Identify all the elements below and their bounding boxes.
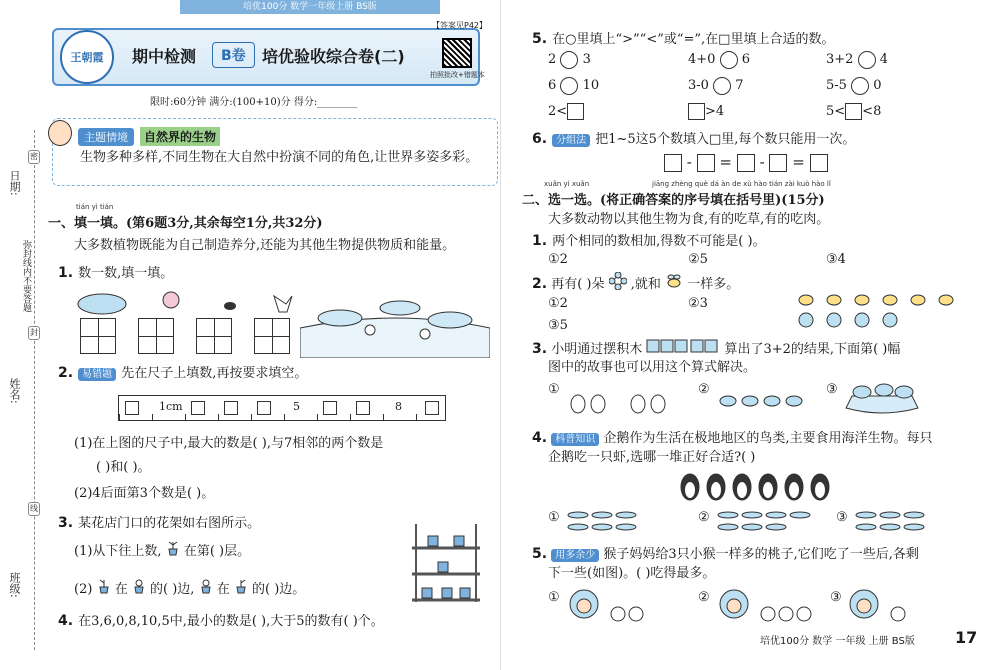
q2-5-opt2[interactable]: ② [698,590,710,605]
question-tag: 分组法 [552,134,590,147]
paper-badge: B卷 [212,42,255,68]
question-number: 4. [58,613,74,629]
question-text: 先在尺子上填数,再按要求填空。 [121,366,308,381]
answer-square[interactable] [845,103,862,120]
class-label: 班级: [8,572,21,598]
compare-row-1b: 4+0 6 [688,52,750,67]
question-text: 在○里填上“>”“<”或“=”,在□里填上合适的数。 [552,32,835,47]
potted-plant-icon [97,578,111,601]
compare-row-3: 2< [548,102,584,122]
section1-intro: 大多数植物既能为自己制造养分,还能为其他生物提供物质和能量。 [74,238,456,253]
q2-3: 3. 小明通过摆积木 算出了3+2的结果,下面第( )幅 [532,338,900,361]
brand-logo: 王朝霞 [60,30,114,84]
q2-1-opt2[interactable]: ②5 [688,252,708,267]
q1-1 [58,262,173,284]
q2-1-opt3[interactable]: ③4 [826,252,846,267]
q1-2-sub1: (1)在上图的尺子中,最大的数是( ),与7相邻的两个数是 [74,436,384,451]
q2-3-opt3[interactable]: ③ [826,382,838,397]
exam-title: 期中检测 [132,47,197,66]
fish-basket-art [842,382,922,416]
ruler-label-8: 8 [395,400,402,413]
section1-title: 一、填一填。(第6题3分,其余每空1分,共32分) [48,216,323,231]
potted-plant-icon [166,540,180,563]
ruler [118,395,446,421]
question-text: 两个相同的数相加,得数不可能是( )。 [552,234,766,249]
q2-3-opt2[interactable]: ② [698,382,710,397]
answer-square[interactable] [697,154,715,172]
flower-shelf-art [408,524,484,602]
question-number: 6. [532,131,548,147]
q1-3-sub2: (2) 在 的( )边, 在 的( )边。 [74,578,305,601]
compare-circle[interactable] [720,51,738,69]
question-tag: 用多余少 [551,549,599,562]
compare-circle[interactable] [713,77,731,95]
q5 [532,28,834,50]
shrimp-pile-2-art [716,508,826,534]
bees-and-flowers-art [796,290,966,330]
question-text: 某花店门口的花架如右图所示。 [78,516,261,531]
answer-square[interactable] [567,103,584,120]
monkey-peaches-3-art [846,584,926,624]
answer-square[interactable] [688,103,705,120]
q1-2-sub2: (2)4后面第3个数是( )。 [74,486,215,501]
q1-organisms-art [74,284,304,320]
seal-tag-mi: 密 [28,150,40,164]
q2-1 [532,230,766,252]
q2-3-opt1[interactable]: ① [548,382,560,397]
seal-line [34,130,35,650]
compare-circle[interactable] [560,51,578,69]
ruler-box[interactable] [224,401,238,415]
exam-subtitle: 培优验收综合卷(二) [262,47,405,66]
ruler-box[interactable] [356,401,370,415]
compare-row-2b: 3-0 7 [688,78,744,93]
theme-text: 生物多种多样,不同生物在大自然中扮演不同的角色,让世界多姿多彩。 [80,150,479,165]
flower-icon [609,272,627,297]
q2-5-opt1[interactable]: ① [548,590,560,605]
compare-circle[interactable] [560,77,578,95]
top-strip: 培优100分 数学一年级上册 BS版 [180,0,440,14]
q6-equation: - = - = [664,152,828,172]
answer-square[interactable] [664,154,682,172]
compare-row-1c: 3+2 4 [826,52,888,67]
page-fold [500,0,501,670]
monkey-peaches-1-art [566,584,666,624]
question-text: 数一数,填一填。 [78,266,174,281]
ruler-label-5: 5 [293,400,300,413]
question-tag: 科普知识 [551,433,599,446]
q1-3-sub1: (1)从下往上数, 在第( )层。 [74,540,250,563]
answer-reference: 【答案见P42】 [432,21,488,30]
q2-4-opt2[interactable]: ② [698,510,710,525]
compare-row-2: 6 10 [548,78,600,93]
question-number: 5. [532,546,548,562]
q1-2 [58,362,307,384]
ruler-box[interactable] [425,401,439,415]
q1-4 [58,610,384,632]
q2-4-opt1[interactable]: ① [548,510,560,525]
question-number: 5. [532,31,548,47]
section2-title: 二、选一选。(将正确答案的序号填在括号里)(15分) [522,193,825,208]
compare-row-1: 2 3 [548,52,591,67]
q2-2-opt1[interactable]: ①2 [548,296,568,311]
theme-title: 自然界的生物 [140,127,220,146]
q1-3 [58,512,260,534]
answer-grid-lotus-leaf[interactable] [80,318,116,354]
q2-1-opt1[interactable]: ①2 [548,252,568,267]
bee-icon [665,273,683,296]
answer-square[interactable] [810,154,828,172]
q2-3-line2: 图中的故事也可以用这个算式解决。 [548,360,757,375]
seal-notice: 弥封线内不要答题 [21,240,31,312]
question-number: 4. [532,430,548,446]
ruler-label-1cm: 1cm [159,400,183,413]
question-number: 2. [58,365,74,381]
question-text: 在3,6,0,8,10,5中,最小的数是( ),大于5的数有( )个。 [78,614,384,629]
answer-grid-butterfly[interactable] [254,318,290,354]
q2-5-line2: 下一些(如图)。( )吃得最多。 [548,566,716,581]
theme-pill: 主题情境 [78,128,134,146]
footer: 培优100分 数学 一年级 上册 BS版 [760,636,915,647]
answer-grid-lotus-flower[interactable] [138,318,174,354]
section1-ruby: tián yì tián [76,203,114,211]
section2-ruby-b: jiāng zhèng què dá àn de xù hào tián zài kuò hào lǐ [652,180,831,188]
compare-row-3b: >4 [688,102,724,122]
qr-caption: 拍照批改+错题本 [430,71,485,79]
q2-4-line2: 企鹅吃一只虾,选哪一堆正好合适?( ) [548,450,756,465]
pond-scene-art [300,278,490,358]
rabbits-art [566,382,676,416]
qr-code-icon[interactable] [442,38,472,68]
seal-tag-xian: 线 [28,502,40,516]
potted-plant-icon [234,578,248,601]
mascot-icon [48,120,72,146]
compare-row-3c: 5< <8 [826,104,882,119]
compare-row-2c: 5-5 0 [826,78,882,93]
question-number: 1. [58,265,74,281]
ruler-box[interactable] [257,401,271,415]
q1-2-sub1b: ( )和( )。 [96,460,151,475]
name-label: 姓名: [8,378,21,404]
q2-2-opt2[interactable]: ②3 [688,296,708,311]
section2-ruby-a: xuǎn yi xuǎn [544,180,590,188]
seal-tag-feng: 封 [28,326,40,340]
answer-grid-tadpole[interactable] [196,318,232,354]
question-number: 3. [58,515,74,531]
answer-square[interactable] [769,154,787,172]
q2-2: 2. 再有( )朵 ,就和 一样多。 [532,272,739,297]
flower-pot-icon [132,578,146,601]
birds-art [716,386,816,416]
q2-5-opt3[interactable]: ③ [830,590,842,605]
compare-circle[interactable] [858,51,876,69]
flower-pot-icon [199,578,213,601]
question-number: 1. [532,233,548,249]
answer-square[interactable] [737,154,755,172]
question-number: 2. [532,276,548,292]
penguins-art [678,470,838,502]
shrimp-pile-1-art [566,508,676,534]
q2-4-opt3[interactable]: ③ [836,510,848,525]
q6 [532,128,855,150]
page-number: 17 [955,628,978,647]
compare-circle[interactable] [851,77,869,95]
exam-meta: 限时:60分钟 满分:(100+10)分 得分:________ [150,97,358,108]
q2-4: 4. 科普知识 企鹅作为生活在极地地区的鸟类,主要食用海洋生物。每只 [532,430,933,446]
ruler-box[interactable] [323,401,337,415]
question-number: 3. [532,341,548,357]
shrimp-pile-3-art [854,508,964,534]
section2-intro: 大多数动物以其他生物为食,有的吃草,有的吃肉。 [548,212,830,227]
question-text: 把1~5这5个数填入□里,每个数只能用一次。 [595,132,856,147]
ruler-box[interactable] [125,401,139,415]
ruler-box[interactable] [191,401,205,415]
q2-2-opt3[interactable]: ③5 [548,318,568,333]
question-tag: 易错题 [78,368,116,381]
monkey-peaches-2-art [716,584,816,624]
q2-5: 5. 用多余少 猴子妈妈给3只小猴一样多的桃子,它们吃了一些后,各剩 [532,546,919,562]
date-label: 日期: [8,170,21,196]
